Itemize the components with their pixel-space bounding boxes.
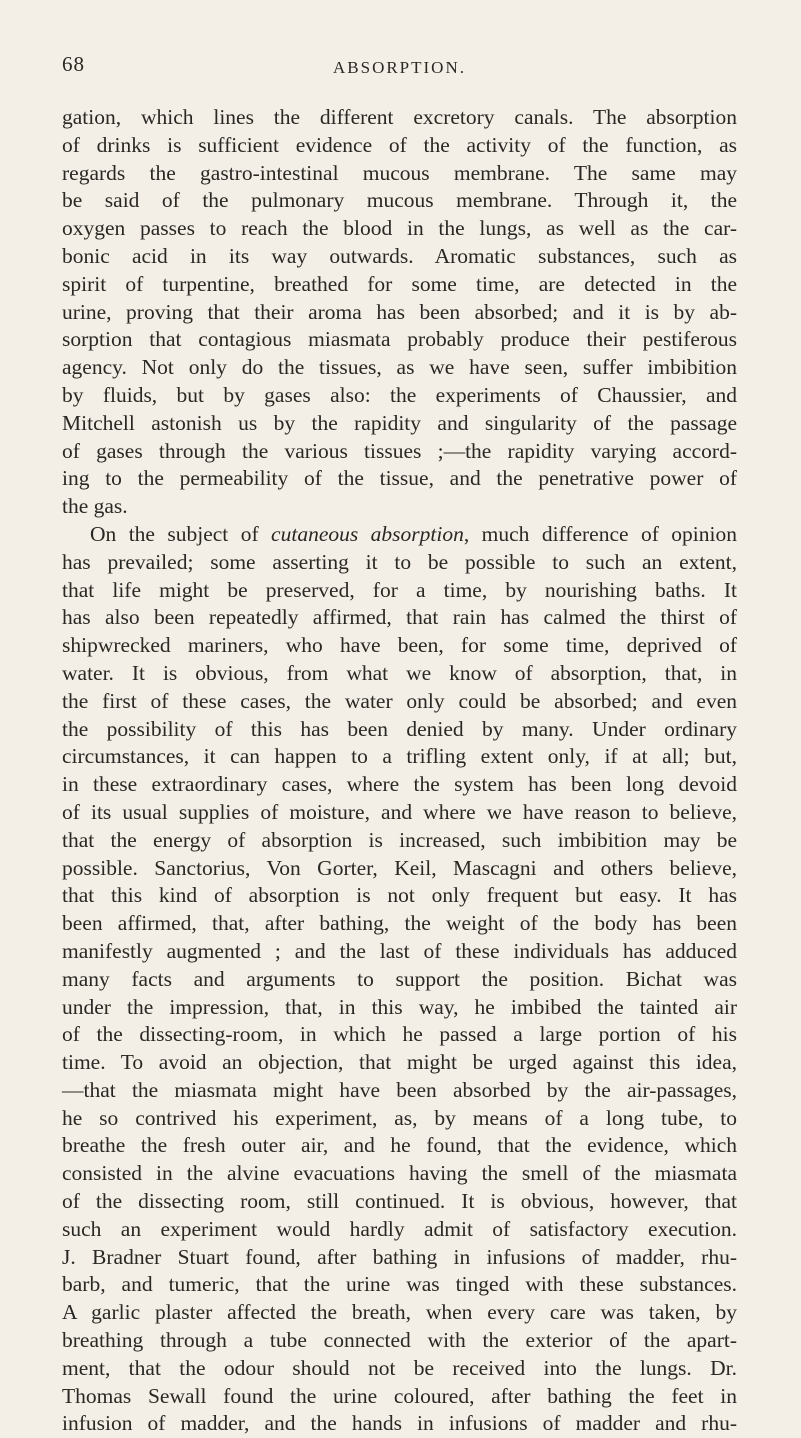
text-line: —that the miasmata might have been absorbed by the air-passages, <box>62 1077 737 1102</box>
text-line: of the dissecting-room, in which he passed a large portion of his <box>62 1022 737 1047</box>
text-line: Mitchell astonish us by the rapidity and singularity of the passage <box>62 410 737 435</box>
text-line: under the impression, that, in this way, he imbibed the tainted air <box>62 994 737 1019</box>
text-line: such an experiment would hardly admit of satisfactory execution. <box>62 1216 737 1241</box>
paragraph-1 <box>62 104 737 521</box>
text-line: oxygen passes to reach the blood in the lungs, as well as the car- <box>62 216 737 241</box>
text-line: he so contrived his experiment, as, by means of a long tube, to <box>62 1105 737 1130</box>
text-line: water. It is obvious, from what we know of absorption, that, in <box>62 660 737 685</box>
text-line: the possibility of this has been denied by many. Under ordinary <box>62 716 737 741</box>
text-line: by fluids, but by gases also: the experiments of Chaussier, and <box>62 382 737 407</box>
paragraph-2 <box>62 521 737 1438</box>
body-text <box>62 104 737 1438</box>
italic-term: cutaneous absorption <box>271 521 464 546</box>
text-line: in these extraordinary cases, where the system has been long devoid <box>62 772 737 797</box>
text-line: A garlic plaster affected the breath, when every care was taken, by <box>62 1300 737 1325</box>
page-number: 68 <box>62 52 85 76</box>
text-fragment: , much difference of opinion <box>463 521 737 546</box>
text-line: gation, which lines the different excretory canals. The absorption <box>62 105 737 129</box>
text-line: time. To avoid an objection, that might be urged against this idea, <box>62 1050 737 1075</box>
running-head <box>62 52 737 88</box>
text-fragment: On the subject of <box>90 521 272 546</box>
text-line: many facts and arguments to support the position. Bichat was <box>62 966 737 991</box>
text-line: urine, proving that their aroma has been absorbed; and it is by ab- <box>62 299 737 324</box>
text-line: infusion of madder, and the hands in infusions of madder and rhu- <box>62 1411 737 1436</box>
text-line: possible. Sanctorius, Von Gorter, Keil, Mascagni and others believe, <box>62 855 737 880</box>
text-line: of drinks is sufficient evidence of the activity of the function, as <box>62 132 737 157</box>
text-line: regards the gastro-intestinal mucous membrane. The same may <box>62 160 737 185</box>
text-line: been affirmed, that, after bathing, the weight of the body has been <box>62 911 737 936</box>
text-line: J. Bradner Stuart found, after bathing in infusions of madder, rhu- <box>62 1244 737 1269</box>
text-line: that the energy of absorption is increased, such imbibition may be <box>62 827 737 852</box>
text-line: bonic acid in its way outwards. Aromatic substances, such as <box>62 243 737 268</box>
text-line: that this kind of absorption is not only frequent but easy. It has <box>62 883 737 908</box>
text-line: sorption that contagious miasmata probably produce their pestiferous <box>62 327 737 352</box>
text-line: of its usual supplies of moisture, and where we have reason to believe, <box>62 799 737 824</box>
text-line: that life might be preserved, for a time, by nourishing baths. It <box>62 577 737 602</box>
text-line: has prevailed; some asserting it to be possible to such an extent, <box>62 549 737 574</box>
text-line: shipwrecked mariners, who have been, for some time, deprived of <box>62 633 737 658</box>
text-line: spirit of turpentine, breathed for some time, are detected in the <box>62 271 737 296</box>
text-line: the first of these cases, the water only could be absorbed; and even <box>62 688 737 713</box>
text-line: of the dissecting room, still continued. It is obvious, however, that <box>62 1189 737 1214</box>
running-title: ABSORPTION. <box>333 58 466 77</box>
text-line: agency. Not only do the tissues, as we have seen, suffer imbibition <box>62 355 737 380</box>
text-line: circumstances, it can happen to a trifling extent only, if at all; but, <box>62 744 737 769</box>
text-line: has also been repeatedly affirmed, that rain has calmed the thirst of <box>62 605 737 630</box>
text-line: breathing through a tube connected with the exterior of the apart- <box>62 1328 737 1353</box>
text-line: ment, that the odour should not be received into the lungs. Dr. <box>62 1355 737 1380</box>
text-line: consisted in the alvine evacuations having the smell of the miasmata <box>62 1161 737 1186</box>
text-line: the gas. <box>62 494 128 519</box>
text-line: barb, and tumeric, that the urine was tinged with these substances. <box>62 1272 737 1297</box>
text-line: breathe the fresh outer air, and he found, that the evidence, which <box>62 1133 737 1158</box>
text-line: manifestly augmented ; and the last of these individuals has adduced <box>62 938 737 963</box>
text-line: Thomas Sewall found the urine coloured, after bathing the feet in <box>62 1383 737 1408</box>
text-line <box>62 521 737 549</box>
text-line: of gases through the various tissues ;—the rapidity varying accord- <box>62 438 737 463</box>
text-line: be said of the pulmonary mucous membrane. Through it, the <box>62 188 737 213</box>
text-line: ing to the permeability of the tissue, and the penetrative power of <box>62 466 737 491</box>
